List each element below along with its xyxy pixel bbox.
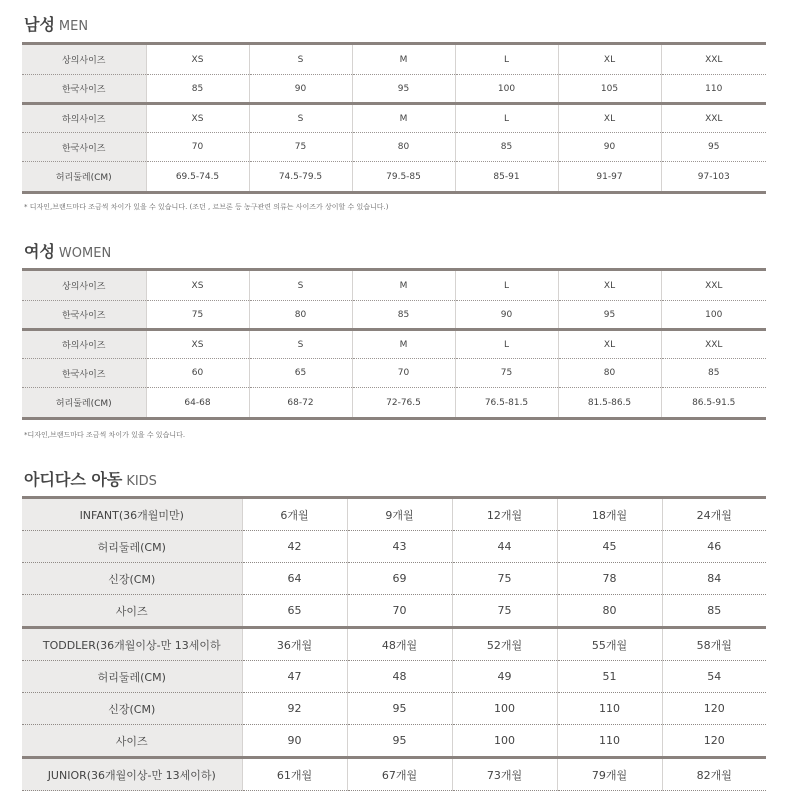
women-section-title bbox=[24, 239, 111, 262]
kids-title-ko: 아디다스 아동 bbox=[24, 470, 123, 489]
men-note: * 디자인,브랜드마다 조금씩 차이가 있을 수 있습니다. (조던 , 르브론 등 농구관련 의류는 사이즈가 상이할 수 있습니다.) bbox=[24, 203, 389, 211]
row-label: 한국사이즈 bbox=[22, 301, 146, 330]
size-cell: 100 bbox=[452, 725, 557, 758]
size-cell: 75 bbox=[452, 595, 557, 628]
row-label: 하의사이즈 bbox=[22, 330, 146, 359]
kids-size-table bbox=[22, 496, 766, 791]
size-cell: 84 bbox=[662, 563, 766, 595]
size-cell: 90 bbox=[249, 75, 352, 104]
row-label: 허리둘레(CM) bbox=[22, 388, 146, 419]
kids-row bbox=[22, 628, 766, 661]
size-cell: XXL bbox=[661, 104, 766, 133]
size-cell: 85-91 bbox=[455, 162, 558, 193]
size-cell: 51 bbox=[557, 661, 662, 693]
size-cell: 67개월 bbox=[347, 758, 452, 791]
size-cell: XS bbox=[146, 44, 249, 75]
size-cell: XXL bbox=[661, 44, 766, 75]
size-cell: 95 bbox=[347, 693, 452, 725]
women-title-ko: 여성 bbox=[24, 242, 55, 261]
size-cell: 85 bbox=[455, 133, 558, 162]
size-row bbox=[22, 162, 766, 193]
women-note: *디자인,브랜드마다 조금씩 차이가 있을 수 있습니다. bbox=[24, 431, 186, 439]
size-cell: XS bbox=[146, 330, 249, 359]
size-cell: 69 bbox=[347, 563, 452, 595]
size-row bbox=[22, 75, 766, 104]
kids-section-title bbox=[24, 467, 157, 490]
size-cell: 90 bbox=[242, 725, 347, 758]
row-label: 한국사이즈 bbox=[22, 359, 146, 388]
size-cell: 110 bbox=[661, 75, 766, 104]
row-label: 상의사이즈 bbox=[22, 270, 146, 301]
size-cell: 80 bbox=[249, 301, 352, 330]
kids-row bbox=[22, 661, 766, 693]
kids-row bbox=[22, 563, 766, 595]
size-cell: 100 bbox=[452, 693, 557, 725]
size-cell: XL bbox=[558, 330, 661, 359]
row-label: 한국사이즈 bbox=[22, 133, 146, 162]
size-cell: 42 bbox=[242, 531, 347, 563]
size-cell: 64-68 bbox=[146, 388, 249, 419]
size-row bbox=[22, 359, 766, 388]
size-row bbox=[22, 133, 766, 162]
size-cell: 24개월 bbox=[662, 498, 766, 531]
size-cell: 65 bbox=[242, 595, 347, 628]
size-cell: 46 bbox=[662, 531, 766, 563]
size-row bbox=[22, 270, 766, 301]
size-cell: XS bbox=[146, 104, 249, 133]
size-cell: 97-103 bbox=[661, 162, 766, 193]
kids-row bbox=[22, 595, 766, 628]
size-cell: XL bbox=[558, 270, 661, 301]
size-cell: 105 bbox=[558, 75, 661, 104]
men-section-title bbox=[24, 12, 88, 35]
size-cell: M bbox=[352, 270, 455, 301]
size-cell: 54 bbox=[662, 661, 766, 693]
size-cell: 45 bbox=[557, 531, 662, 563]
row-label: 한국사이즈 bbox=[22, 75, 146, 104]
size-cell: S bbox=[249, 270, 352, 301]
size-cell: S bbox=[249, 330, 352, 359]
size-cell: 47 bbox=[242, 661, 347, 693]
size-cell: 92 bbox=[242, 693, 347, 725]
row-label: TODDLER(36개월이상-만 13세이하 bbox=[22, 628, 242, 661]
row-label: JUNIOR(36개월이상-만 13세이하) bbox=[22, 758, 242, 791]
size-cell: 49 bbox=[452, 661, 557, 693]
size-cell: 73개월 bbox=[452, 758, 557, 791]
size-cell: 18개월 bbox=[557, 498, 662, 531]
size-cell: 85 bbox=[661, 359, 766, 388]
size-cell: 120 bbox=[662, 693, 766, 725]
size-cell: 70 bbox=[146, 133, 249, 162]
size-cell: L bbox=[455, 270, 558, 301]
size-cell: 74.5-79.5 bbox=[249, 162, 352, 193]
size-cell: 78 bbox=[557, 563, 662, 595]
size-cell: 75 bbox=[455, 359, 558, 388]
size-cell: S bbox=[249, 44, 352, 75]
size-cell: XL bbox=[558, 104, 661, 133]
size-cell: S bbox=[249, 104, 352, 133]
size-cell: 6개월 bbox=[242, 498, 347, 531]
size-cell: 65 bbox=[249, 359, 352, 388]
size-cell: 82개월 bbox=[662, 758, 766, 791]
size-row bbox=[22, 301, 766, 330]
kids-row bbox=[22, 498, 766, 531]
size-cell: M bbox=[352, 330, 455, 359]
row-label: 사이즈 bbox=[22, 595, 242, 628]
size-cell: L bbox=[455, 44, 558, 75]
size-cell: 55개월 bbox=[557, 628, 662, 661]
size-cell: 60 bbox=[146, 359, 249, 388]
row-label: 허리둘레(CM) bbox=[22, 162, 146, 193]
row-label: 상의사이즈 bbox=[22, 44, 146, 75]
size-cell: 95 bbox=[352, 75, 455, 104]
size-cell: 69.5-74.5 bbox=[146, 162, 249, 193]
kids-title-en: KIDS bbox=[126, 474, 157, 489]
size-cell: 72-76.5 bbox=[352, 388, 455, 419]
size-cell: L bbox=[455, 330, 558, 359]
row-label: 허리둘레(CM) bbox=[22, 531, 242, 563]
size-cell: 48 bbox=[347, 661, 452, 693]
size-cell: 79개월 bbox=[557, 758, 662, 791]
size-cell: 85 bbox=[352, 301, 455, 330]
size-cell: 70 bbox=[347, 595, 452, 628]
size-cell: 12개월 bbox=[452, 498, 557, 531]
row-label: 사이즈 bbox=[22, 725, 242, 758]
size-cell: 80 bbox=[557, 595, 662, 628]
row-label: 하의사이즈 bbox=[22, 104, 146, 133]
size-cell: 95 bbox=[347, 725, 452, 758]
size-cell: 100 bbox=[661, 301, 766, 330]
men-title-en: MEN bbox=[58, 19, 89, 34]
size-cell: 64 bbox=[242, 563, 347, 595]
size-cell: 110 bbox=[557, 725, 662, 758]
size-cell: XL bbox=[558, 44, 661, 75]
size-cell: XXL bbox=[661, 270, 766, 301]
size-cell: 9개월 bbox=[347, 498, 452, 531]
size-cell: 79.5-85 bbox=[352, 162, 455, 193]
size-cell: 75 bbox=[146, 301, 249, 330]
size-cell: 58개월 bbox=[662, 628, 766, 661]
size-cell: 80 bbox=[558, 359, 661, 388]
size-cell: 75 bbox=[452, 563, 557, 595]
kids-row bbox=[22, 758, 766, 791]
size-cell: 85 bbox=[146, 75, 249, 104]
size-cell: M bbox=[352, 44, 455, 75]
size-row bbox=[22, 44, 766, 75]
row-label: 신장(CM) bbox=[22, 563, 242, 595]
size-cell: 44 bbox=[452, 531, 557, 563]
size-cell: 61개월 bbox=[242, 758, 347, 791]
size-cell: 95 bbox=[558, 301, 661, 330]
size-cell: 52개월 bbox=[452, 628, 557, 661]
size-cell: 80 bbox=[352, 133, 455, 162]
size-cell: 120 bbox=[662, 725, 766, 758]
size-cell: XXL bbox=[661, 330, 766, 359]
size-cell: 48개월 bbox=[347, 628, 452, 661]
kids-row bbox=[22, 693, 766, 725]
size-cell: L bbox=[455, 104, 558, 133]
size-cell: 90 bbox=[558, 133, 661, 162]
women-size-table bbox=[22, 268, 766, 420]
size-row bbox=[22, 330, 766, 359]
row-label: 허리둘레(CM) bbox=[22, 661, 242, 693]
row-label: INFANT(36개월미만) bbox=[22, 498, 242, 531]
size-cell: 85 bbox=[662, 595, 766, 628]
row-label: 신장(CM) bbox=[22, 693, 242, 725]
size-cell: 76.5-81.5 bbox=[455, 388, 558, 419]
size-cell: 81.5-86.5 bbox=[558, 388, 661, 419]
size-cell: 91-97 bbox=[558, 162, 661, 193]
size-cell: 90 bbox=[455, 301, 558, 330]
size-cell: 36개월 bbox=[242, 628, 347, 661]
men-title-ko: 남성 bbox=[24, 15, 55, 34]
size-cell: XS bbox=[146, 270, 249, 301]
size-cell: 70 bbox=[352, 359, 455, 388]
size-cell: 100 bbox=[455, 75, 558, 104]
size-cell: 95 bbox=[661, 133, 766, 162]
size-row bbox=[22, 388, 766, 419]
kids-row bbox=[22, 725, 766, 758]
size-cell: M bbox=[352, 104, 455, 133]
size-row bbox=[22, 104, 766, 133]
size-cell: 110 bbox=[557, 693, 662, 725]
size-cell: 86.5-91.5 bbox=[661, 388, 766, 419]
kids-row bbox=[22, 531, 766, 563]
size-cell: 43 bbox=[347, 531, 452, 563]
size-cell: 68-72 bbox=[249, 388, 352, 419]
men-size-table bbox=[22, 42, 766, 194]
size-cell: 75 bbox=[249, 133, 352, 162]
women-title-en: WOMEN bbox=[58, 246, 112, 261]
